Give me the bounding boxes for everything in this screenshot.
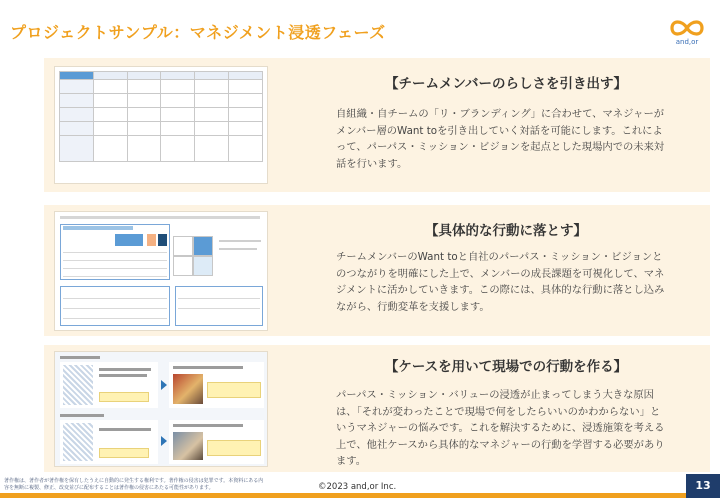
section-heading: 【具体的な行動に落とす】 bbox=[425, 223, 587, 239]
section-body: 自組織・自チームの「リ・ブランディング」に合わせて、マネジャーがメンバー層のWant toを引き出していく対話を可能にします。これによって、パーパス・ミッション・ビジョンを起点とした現場内での未来対話を行います。 bbox=[336, 108, 665, 170]
section-body: パーパス・ミッション・バリューの浸透が止まってしまう大きな原因は、「それが変わったことで現場で何をしたらいいのかわからない」というマネジャーの悩みです。これを解決するために、浸透施策を考える上で、他社ケースから具体的なマネジャーの行動を学習する必要があります。 bbox=[336, 389, 665, 467]
arrow-right-icon bbox=[161, 436, 167, 446]
footer-accent-bar bbox=[0, 493, 686, 498]
copyright-text: ©2023 and,or Inc. bbox=[318, 482, 397, 492]
want-to-table bbox=[59, 71, 263, 162]
matrix-diagram bbox=[173, 236, 213, 276]
section-body: チームメンバーのWant toと自社のパーパス・ミッション・ビジョンとのつながりを明確にした上で、メンバーの成長課題を可視化して、マネジメントに活かしていきます。この際には、具体的な行動に落とし込みながら、行動変革を支援します。 bbox=[336, 251, 665, 313]
want-to-table-thumbnail bbox=[54, 66, 268, 184]
section-panel-2 bbox=[44, 205, 710, 336]
case-photo bbox=[173, 432, 203, 460]
section-heading: 【チームメンバーのらしさを引き出す】 bbox=[384, 76, 628, 92]
page-number: 13 bbox=[686, 474, 720, 498]
case-photo bbox=[173, 374, 203, 404]
section-heading: 【ケースを用いて現場での行動を作る】 bbox=[384, 359, 628, 375]
page-title: プロジェクトサンプル：マネジメント浸透フェーズ bbox=[10, 23, 386, 42]
section-panel-3 bbox=[44, 345, 710, 472]
copyright-notice: 著作権は、著作者が著作権を保有したうえに自動的に発生する権利です。著作権の侵害は犯罪です。本資料にある内容を無断に複製、修正、改変並びに配布することは著作権の侵害にあたる可能性があります。 bbox=[4, 478, 264, 491]
section-panel-1 bbox=[44, 58, 710, 192]
company-logo bbox=[664, 16, 710, 50]
logo-text: and,or bbox=[675, 38, 699, 46]
arrow-right-icon bbox=[161, 380, 167, 390]
case-study-thumbnail bbox=[54, 351, 268, 467]
growth-sheet-thumbnail bbox=[54, 211, 268, 331]
infinity-logo-icon bbox=[664, 16, 710, 40]
